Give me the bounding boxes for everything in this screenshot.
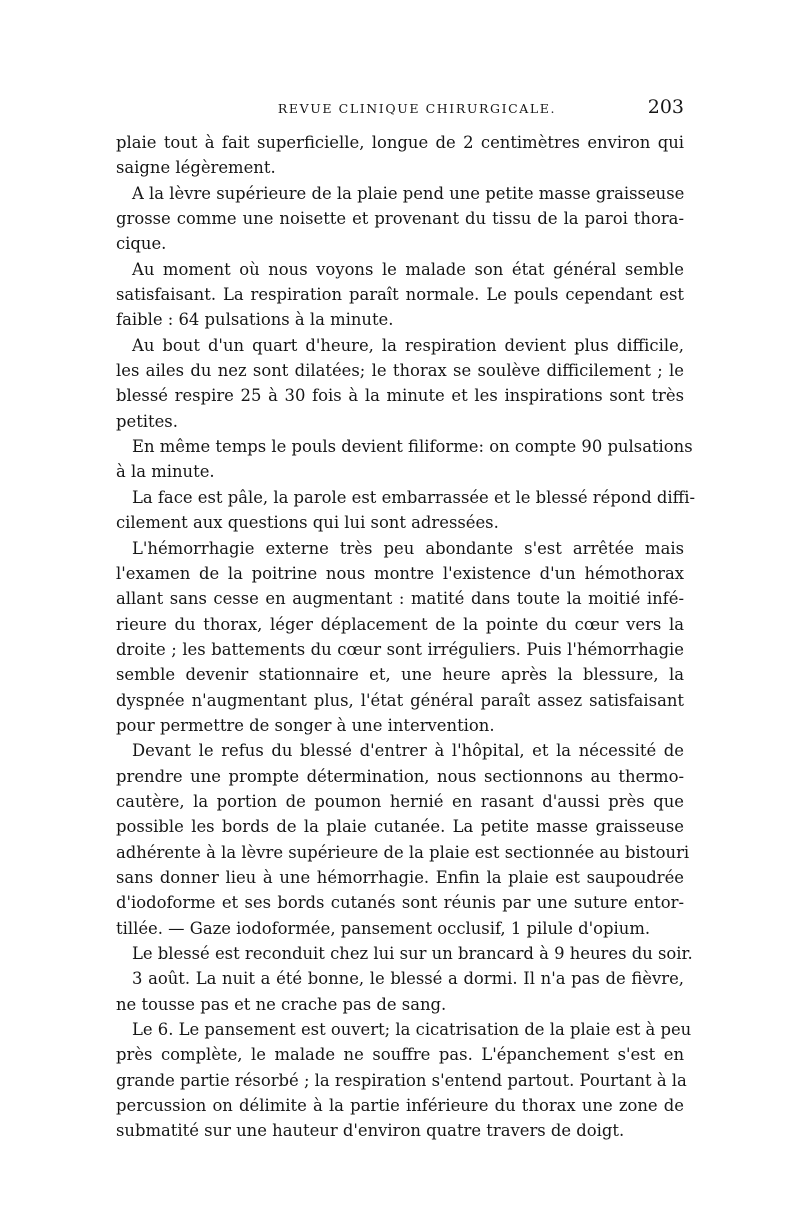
paragraph: [116, 181, 684, 257]
text-line: grosse comme une noisette et provenant du tissu de la paroi thora-: [116, 209, 684, 229]
text-line: d'iodoforme et ses bords cutanés sont réunis par une suture entor-: [116, 893, 684, 913]
text-line: prendre une prompte détermination, nous sectionnons au thermo-: [116, 766, 684, 786]
text-line: 3 août. La nuit a été bonne, le blessé a dormi. Il n'a pas de fièvre,: [132, 969, 684, 989]
text-line: possible les bords de la plaie cutanée. La petite masse graisseuse: [116, 817, 684, 837]
text-line: faible : 64 pulsations à la minute.: [116, 310, 394, 330]
text-line: A la lèvre supérieure de la plaie pend une petite masse graisseuse: [132, 183, 685, 203]
text-line: l'examen de la poitrine nous montre l'existence d'un hémothorax: [116, 563, 684, 583]
paragraph: [116, 434, 693, 485]
paragraph: [116, 485, 696, 536]
text-line: droite ; les battements du cœur sont irréguliers. Puis l'hémorrhagie: [116, 639, 684, 659]
text-line: à la minute.: [116, 462, 215, 482]
text-line: cilement aux questions qui lui sont adressées.: [116, 513, 499, 533]
paragraph: [116, 257, 684, 333]
text-line: sans donner lieu à une hémorrhagie. Enfin la plaie est saupoudrée: [116, 867, 684, 887]
running-head: [116, 96, 684, 122]
text-line: pour permettre de songer à une intervention.: [116, 715, 495, 735]
paragraph: [116, 738, 690, 941]
paragraph: [116, 536, 684, 739]
paragraph: [116, 966, 684, 1017]
paragraph: [116, 1017, 692, 1144]
paragraph: [116, 333, 684, 434]
text-line: tillée. — Gaze iodoformée, pansement occlusif, 1 pilule d'opium.: [116, 918, 651, 938]
text-line: L'hémorrhagie externe très peu abondante s'est arrêtée mais: [132, 538, 684, 558]
text-line: plaie tout à fait superficielle, longue de 2 centimètres environ qui: [116, 133, 684, 152]
text-line: adhérente à la lèvre supérieure de la plaie est sectionnée au bistouri: [116, 842, 690, 862]
text-line: En même temps le pouls devient filiforme: on compte 90 pulsations: [132, 437, 693, 457]
text-line: La face est pâle, la parole est embarrassée et le blessé répond diffi-: [132, 487, 696, 507]
paragraph: [116, 130, 684, 181]
page-number: 203: [647, 96, 684, 118]
text-line: satisfaisant. La respiration paraît normale. Le pouls cependant est: [116, 285, 684, 305]
running-title: REVUE CLINIQUE CHIRURGICALE.: [277, 101, 557, 116]
text-line: cautère, la portion de poumon hernié en rasant d'aussi près que: [116, 791, 684, 811]
text-line: Au bout d'un quart d'heure, la respiration devient plus difficile,: [132, 335, 684, 355]
text-line: submatité sur une hauteur d'environ quatre travers de doigt.: [116, 1121, 625, 1141]
text-line: Le blessé est reconduit chez lui sur un brancard à 9 heures du soir.: [132, 944, 693, 963]
text-line: rieure du thorax, léger déplacement de la pointe du cœur vers la: [116, 614, 684, 634]
text-line: percussion on délimite à la partie inférieure du thorax une zone de: [116, 1096, 684, 1116]
text-line: petites.: [116, 411, 178, 431]
text-line: semble devenir stationnaire et, une heure après la blessure, la: [116, 665, 684, 685]
text-line: Le 6. Le pansement est ouvert; la cicatrisation de la plaie est à peu: [132, 1020, 692, 1040]
text-line: dyspnée n'augmentant plus, l'état général paraît assez satisfaisant: [116, 690, 684, 710]
text-line: grande partie résorbé ; la respiration s'entend partout. Pourtant à la: [116, 1070, 687, 1090]
text-line: blessé respire 25 à 30 fois à la minute et les inspirations sont très: [116, 386, 684, 406]
text-line: Au moment où nous voyons le malade son état général semble: [132, 259, 684, 279]
body-text: [116, 130, 696, 1144]
paragraph: [116, 941, 693, 966]
text-line: près complète, le malade ne souffre pas. L'épanchement s'est en: [116, 1045, 684, 1065]
text-line: saigne légèrement.: [116, 158, 276, 178]
text-line: cique.: [116, 234, 167, 254]
text-line: allant sans cesse en augmentant : matité dans toute la moitié infé-: [116, 589, 684, 609]
text-line: les ailes du nez sont dilatées; le thorax se soulève difficilement ; le: [116, 361, 684, 381]
text-line: ne tousse pas et ne crache pas de sang.: [116, 994, 447, 1014]
text-line: Devant le refus du blessé d'entrer à l'hôpital, et la nécessité de: [132, 741, 684, 761]
